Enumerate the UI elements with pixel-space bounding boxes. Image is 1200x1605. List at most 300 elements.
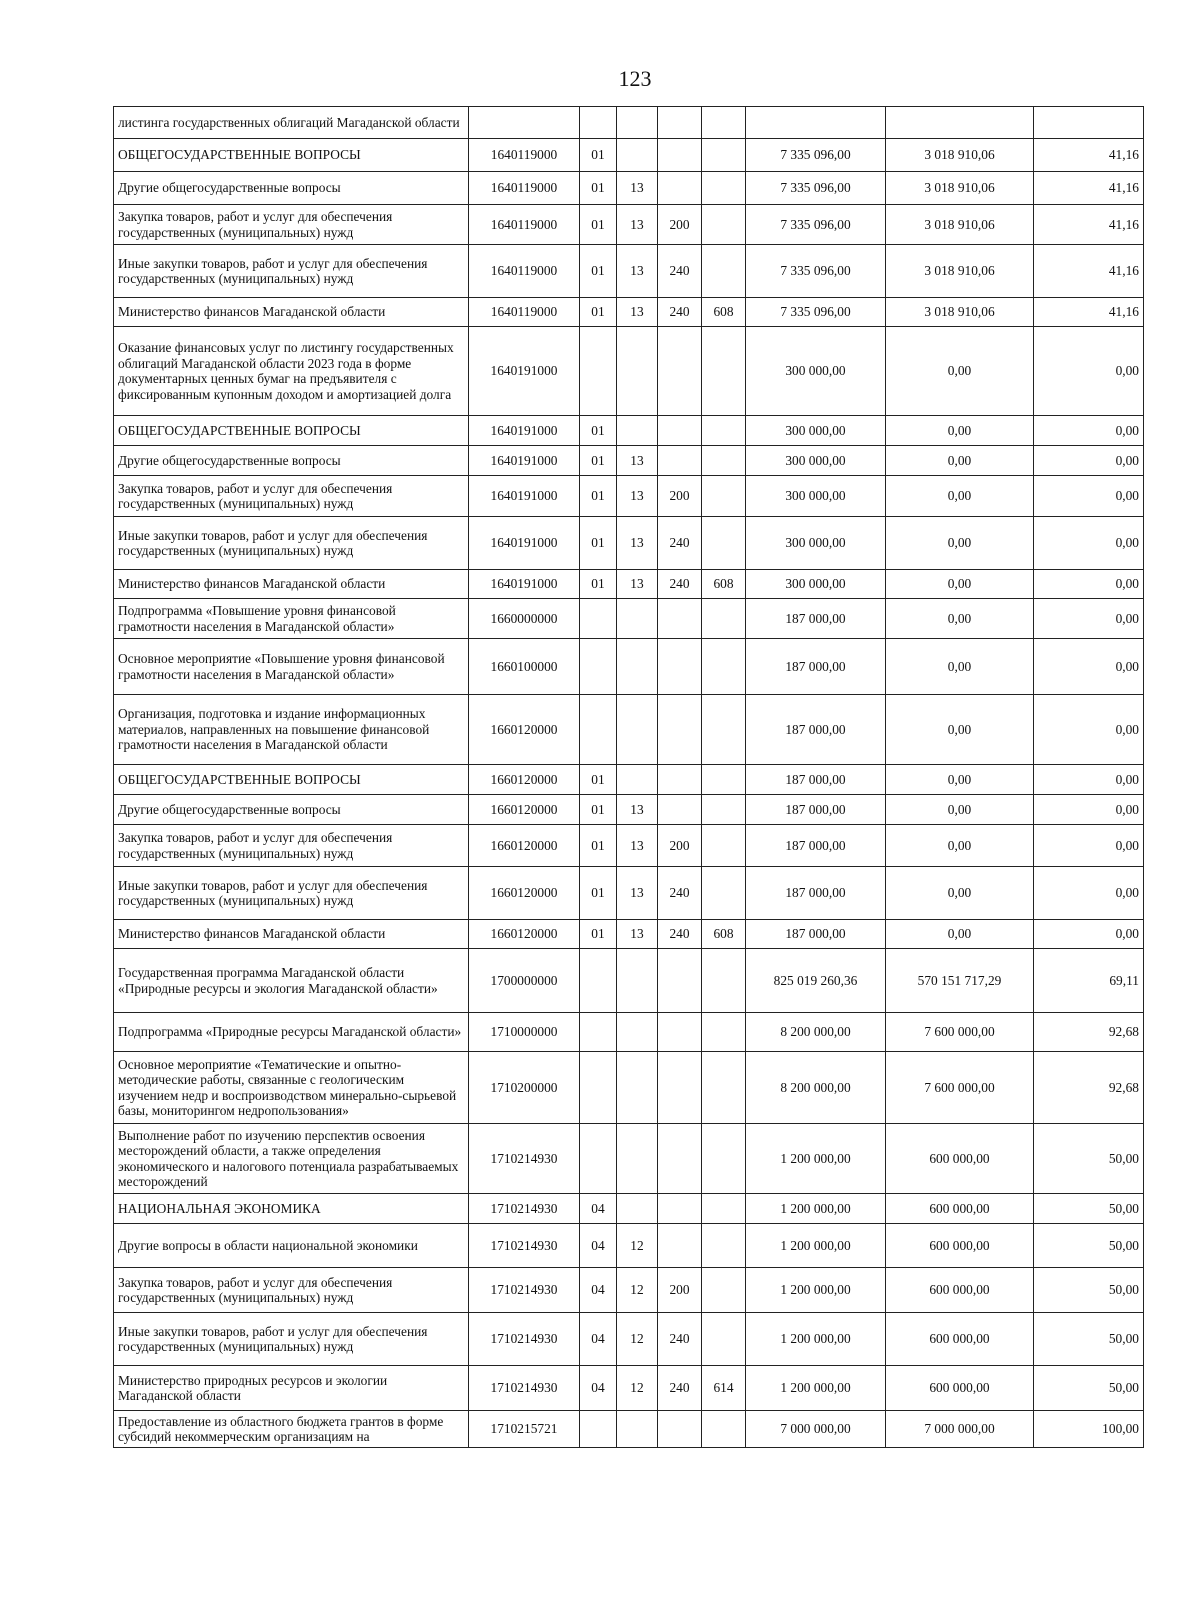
table-row (114, 867, 1144, 920)
row-subsection-cell (617, 139, 658, 172)
row-name-cell: Другие общегосударственные вопросы (114, 446, 469, 476)
row-code-cell: 1710000000 (469, 1013, 580, 1052)
table-row (114, 205, 1144, 245)
row-plan-amount-cell: 300 000,00 (746, 327, 886, 416)
row-name-cell: Закупка товаров, работ и услуг для обеспечения государственных (муниципальных) нужд (114, 205, 469, 245)
budget-table-body (114, 107, 1144, 1448)
row-expense-type-cell (658, 1124, 702, 1194)
row-code-cell: 1640119000 (469, 139, 580, 172)
row-percent-cell: 41,16 (1034, 172, 1144, 205)
table-row (114, 570, 1144, 599)
row-name-cell: Другие общегосударственные вопросы (114, 172, 469, 205)
row-plan-amount-cell: 7 335 096,00 (746, 172, 886, 205)
row-percent-cell: 0,00 (1034, 476, 1144, 517)
row-subsection-cell: 13 (617, 245, 658, 298)
row-plan-amount-cell: 187 000,00 (746, 599, 886, 639)
row-expense-type-cell: 240 (658, 517, 702, 570)
row-percent-cell: 50,00 (1034, 1224, 1144, 1268)
row-percent-cell: 69,11 (1034, 949, 1144, 1013)
row-plan-amount-cell: 7 335 096,00 (746, 245, 886, 298)
row-section-cell: 04 (580, 1268, 617, 1313)
row-code-cell: 1710214930 (469, 1224, 580, 1268)
row-name-cell: Подпрограмма «Природные ресурсы Магаданской области» (114, 1013, 469, 1052)
row-administrator-cell (702, 695, 746, 765)
row-code-cell: 1710214930 (469, 1194, 580, 1224)
row-percent-cell: 0,00 (1034, 867, 1144, 920)
row-administrator-cell (702, 1313, 746, 1366)
row-name-cell: Иные закупки товаров, работ и услуг для обеспечения государственных (муниципальных) нужд (114, 867, 469, 920)
row-plan-amount-cell: 300 000,00 (746, 570, 886, 599)
row-section-cell (580, 1124, 617, 1194)
row-section-cell: 01 (580, 172, 617, 205)
table-row (114, 107, 1144, 139)
row-actual-amount-cell: 600 000,00 (886, 1313, 1034, 1366)
row-name-cell: Закупка товаров, работ и услуг для обеспечения государственных (муниципальных) нужд (114, 1268, 469, 1313)
row-subsection-cell: 12 (617, 1313, 658, 1366)
row-subsection-cell: 12 (617, 1224, 658, 1268)
row-administrator-cell (702, 172, 746, 205)
row-code-cell: 1640191000 (469, 416, 580, 446)
row-percent-cell: 0,00 (1034, 570, 1144, 599)
row-code-cell: 1640191000 (469, 476, 580, 517)
row-section-cell: 01 (580, 825, 617, 867)
row-plan-amount-cell: 187 000,00 (746, 825, 886, 867)
row-name-cell: НАЦИОНАЛЬНАЯ ЭКОНОМИКА (114, 1194, 469, 1224)
row-expense-type-cell: 240 (658, 570, 702, 599)
row-percent-cell: 0,00 (1034, 795, 1144, 825)
row-percent-cell: 92,68 (1034, 1013, 1144, 1052)
row-expense-type-cell (658, 795, 702, 825)
row-code-cell: 1710214930 (469, 1313, 580, 1366)
row-section-cell (580, 1411, 617, 1448)
row-expense-type-cell (658, 107, 702, 139)
row-section-cell (580, 949, 617, 1013)
table-row (114, 298, 1144, 327)
row-percent-cell: 41,16 (1034, 298, 1144, 327)
row-section-cell: 04 (580, 1194, 617, 1224)
row-actual-amount-cell: 0,00 (886, 570, 1034, 599)
row-expense-type-cell (658, 949, 702, 1013)
row-percent-cell: 0,00 (1034, 920, 1144, 949)
table-row (114, 1411, 1144, 1448)
row-actual-amount-cell: 0,00 (886, 416, 1034, 446)
row-plan-amount-cell: 300 000,00 (746, 446, 886, 476)
row-subsection-cell: 12 (617, 1366, 658, 1411)
row-plan-amount-cell: 187 000,00 (746, 867, 886, 920)
row-section-cell: 01 (580, 205, 617, 245)
row-percent-cell: 0,00 (1034, 825, 1144, 867)
table-row (114, 765, 1144, 795)
row-administrator-cell (702, 1052, 746, 1124)
table-row (114, 517, 1144, 570)
row-actual-amount-cell: 0,00 (886, 639, 1034, 695)
row-plan-amount-cell: 187 000,00 (746, 695, 886, 765)
row-code-cell: 1640119000 (469, 205, 580, 245)
table-row (114, 1194, 1144, 1224)
row-name-cell: Предоставление из областного бюджета грантов в форме субсидий некоммерческим организациям на (114, 1411, 469, 1448)
row-code-cell: 1660120000 (469, 825, 580, 867)
row-administrator-cell: 608 (702, 570, 746, 599)
row-name-cell: ОБЩЕГОСУДАРСТВЕННЫЕ ВОПРОСЫ (114, 416, 469, 446)
row-subsection-cell: 13 (617, 517, 658, 570)
row-actual-amount-cell: 3 018 910,06 (886, 298, 1034, 327)
row-name-cell: Иные закупки товаров, работ и услуг для обеспечения государственных (муниципальных) нужд (114, 1313, 469, 1366)
table-row (114, 1013, 1144, 1052)
row-administrator-cell (702, 1194, 746, 1224)
row-section-cell: 01 (580, 867, 617, 920)
row-administrator-cell (702, 867, 746, 920)
table-row (114, 639, 1144, 695)
row-administrator-cell: 614 (702, 1366, 746, 1411)
row-plan-amount-cell: 8 200 000,00 (746, 1052, 886, 1124)
row-code-cell: 1710200000 (469, 1052, 580, 1124)
row-actual-amount-cell: 3 018 910,06 (886, 205, 1034, 245)
row-percent-cell: 92,68 (1034, 1052, 1144, 1124)
row-subsection-cell (617, 327, 658, 416)
row-administrator-cell (702, 517, 746, 570)
table-row (114, 416, 1144, 446)
row-section-cell: 01 (580, 139, 617, 172)
row-administrator-cell (702, 139, 746, 172)
row-percent-cell: 0,00 (1034, 446, 1144, 476)
row-administrator-cell (702, 1013, 746, 1052)
row-name-cell: Закупка товаров, работ и услуг для обеспечения государственных (муниципальных) нужд (114, 476, 469, 517)
table-row (114, 1052, 1144, 1124)
row-expense-type-cell (658, 1224, 702, 1268)
row-code-cell: 1710214930 (469, 1366, 580, 1411)
table-row (114, 1224, 1144, 1268)
row-section-cell: 01 (580, 517, 617, 570)
table-row (114, 825, 1144, 867)
row-plan-amount-cell: 7 335 096,00 (746, 298, 886, 327)
row-percent-cell: 100,00 (1034, 1411, 1144, 1448)
row-name-cell: Другие общегосударственные вопросы (114, 795, 469, 825)
row-actual-amount-cell: 0,00 (886, 599, 1034, 639)
row-subsection-cell (617, 639, 658, 695)
row-section-cell (580, 695, 617, 765)
row-actual-amount-cell: 0,00 (886, 695, 1034, 765)
row-code-cell: 1710214930 (469, 1268, 580, 1313)
row-percent-cell: 50,00 (1034, 1268, 1144, 1313)
row-code-cell: 1710214930 (469, 1124, 580, 1194)
row-section-cell (580, 639, 617, 695)
table-row (114, 1124, 1144, 1194)
row-percent-cell: 41,16 (1034, 139, 1144, 172)
row-name-cell: Основное мероприятие «Повышение уровня финансовой грамотности населения в Магаданской области» (114, 639, 469, 695)
row-administrator-cell (702, 476, 746, 517)
row-percent-cell: 50,00 (1034, 1124, 1144, 1194)
row-percent-cell: 50,00 (1034, 1366, 1144, 1411)
row-actual-amount-cell: 7 000 000,00 (886, 1411, 1034, 1448)
table-row (114, 1366, 1144, 1411)
row-expense-type-cell (658, 446, 702, 476)
row-code-cell: 1660120000 (469, 920, 580, 949)
row-administrator-cell (702, 639, 746, 695)
row-actual-amount-cell: 570 151 717,29 (886, 949, 1034, 1013)
row-administrator-cell (702, 825, 746, 867)
row-expense-type-cell (658, 327, 702, 416)
row-name-cell: ОБЩЕГОСУДАРСТВЕННЫЕ ВОПРОСЫ (114, 765, 469, 795)
row-expense-type-cell (658, 1411, 702, 1448)
row-subsection-cell (617, 695, 658, 765)
row-actual-amount-cell: 3 018 910,06 (886, 139, 1034, 172)
row-code-cell: 1640119000 (469, 245, 580, 298)
row-actual-amount-cell: 7 600 000,00 (886, 1052, 1034, 1124)
row-actual-amount-cell: 600 000,00 (886, 1194, 1034, 1224)
row-code-cell: 1660100000 (469, 639, 580, 695)
row-expense-type-cell (658, 139, 702, 172)
row-expense-type-cell (658, 639, 702, 695)
row-actual-amount-cell (886, 107, 1034, 139)
row-actual-amount-cell: 3 018 910,06 (886, 172, 1034, 205)
row-subsection-cell (617, 599, 658, 639)
row-actual-amount-cell: 7 600 000,00 (886, 1013, 1034, 1052)
row-administrator-cell (702, 327, 746, 416)
row-plan-amount-cell: 1 200 000,00 (746, 1268, 886, 1313)
row-plan-amount-cell: 187 000,00 (746, 765, 886, 795)
row-actual-amount-cell: 600 000,00 (886, 1224, 1034, 1268)
row-administrator-cell (702, 107, 746, 139)
row-section-cell (580, 1013, 617, 1052)
row-administrator-cell (702, 1411, 746, 1448)
row-actual-amount-cell: 600 000,00 (886, 1124, 1034, 1194)
row-percent-cell: 0,00 (1034, 639, 1144, 695)
row-name-cell: Министерство природных ресурсов и экологии Магаданской области (114, 1366, 469, 1411)
row-section-cell: 01 (580, 446, 617, 476)
row-section-cell (580, 107, 617, 139)
row-name-cell: Выполнение работ по изучению перспектив освоения месторождений области, а также определения экономического и налогового потенциала разрабатываемых месторождений (114, 1124, 469, 1194)
row-code-cell: 1640191000 (469, 446, 580, 476)
row-code-cell: 1660120000 (469, 795, 580, 825)
row-expense-type-cell: 240 (658, 1366, 702, 1411)
row-name-cell: Иные закупки товаров, работ и услуг для обеспечения государственных (муниципальных) нужд (114, 245, 469, 298)
row-plan-amount-cell: 187 000,00 (746, 795, 886, 825)
row-percent-cell: 50,00 (1034, 1313, 1144, 1366)
row-code-cell: 1660120000 (469, 695, 580, 765)
row-percent-cell: 0,00 (1034, 695, 1144, 765)
row-plan-amount-cell: 300 000,00 (746, 416, 886, 446)
row-subsection-cell: 13 (617, 205, 658, 245)
row-plan-amount-cell: 1 200 000,00 (746, 1313, 886, 1366)
row-section-cell: 04 (580, 1224, 617, 1268)
row-administrator-cell (702, 416, 746, 446)
row-administrator-cell: 608 (702, 298, 746, 327)
row-expense-type-cell (658, 416, 702, 446)
row-subsection-cell: 13 (617, 172, 658, 205)
row-name-cell: Другие вопросы в области национальной экономики (114, 1224, 469, 1268)
row-expense-type-cell (658, 765, 702, 795)
row-subsection-cell (617, 416, 658, 446)
table-row (114, 446, 1144, 476)
row-expense-type-cell: 200 (658, 1268, 702, 1313)
row-name-cell: Организация, подготовка и издание информационных материалов, направленных на повышение финансовой грамотности населения в Магаданской области (114, 695, 469, 765)
row-expense-type-cell: 240 (658, 298, 702, 327)
row-administrator-cell: 608 (702, 920, 746, 949)
row-section-cell: 01 (580, 570, 617, 599)
row-plan-amount-cell: 1 200 000,00 (746, 1224, 886, 1268)
row-code-cell (469, 107, 580, 139)
table-row (114, 949, 1144, 1013)
row-section-cell: 01 (580, 795, 617, 825)
budget-table (113, 106, 1144, 1448)
row-subsection-cell (617, 1013, 658, 1052)
table-row (114, 476, 1144, 517)
row-actual-amount-cell: 0,00 (886, 795, 1034, 825)
table-row (114, 599, 1144, 639)
row-code-cell: 1660000000 (469, 599, 580, 639)
row-expense-type-cell: 240 (658, 920, 702, 949)
row-plan-amount-cell: 300 000,00 (746, 476, 886, 517)
row-code-cell: 1640191000 (469, 517, 580, 570)
table-row (114, 139, 1144, 172)
row-subsection-cell (617, 107, 658, 139)
row-section-cell (580, 599, 617, 639)
row-actual-amount-cell: 0,00 (886, 327, 1034, 416)
row-subsection-cell: 13 (617, 570, 658, 599)
row-expense-type-cell: 240 (658, 1313, 702, 1366)
row-code-cell: 1660120000 (469, 765, 580, 795)
row-actual-amount-cell: 0,00 (886, 765, 1034, 795)
table-row (114, 795, 1144, 825)
row-subsection-cell (617, 765, 658, 795)
row-name-cell: листинга государственных облигаций Магаданской области (114, 107, 469, 139)
row-administrator-cell (702, 446, 746, 476)
row-plan-amount-cell: 187 000,00 (746, 639, 886, 695)
row-subsection-cell: 13 (617, 825, 658, 867)
row-subsection-cell (617, 1411, 658, 1448)
row-actual-amount-cell: 0,00 (886, 825, 1034, 867)
row-section-cell: 01 (580, 476, 617, 517)
row-section-cell (580, 1052, 617, 1124)
row-administrator-cell (702, 1124, 746, 1194)
row-name-cell: ОБЩЕГОСУДАРСТВЕННЫЕ ВОПРОСЫ (114, 139, 469, 172)
row-subsection-cell: 13 (617, 867, 658, 920)
row-section-cell: 04 (580, 1366, 617, 1411)
row-section-cell: 01 (580, 416, 617, 446)
row-actual-amount-cell: 0,00 (886, 446, 1034, 476)
row-section-cell: 01 (580, 245, 617, 298)
row-actual-amount-cell: 0,00 (886, 476, 1034, 517)
row-subsection-cell (617, 1052, 658, 1124)
row-percent-cell: 0,00 (1034, 765, 1144, 795)
row-expense-type-cell: 240 (658, 867, 702, 920)
row-percent-cell: 41,16 (1034, 245, 1144, 298)
row-percent-cell: 41,16 (1034, 205, 1144, 245)
row-percent-cell: 0,00 (1034, 327, 1144, 416)
row-code-cell: 1660120000 (469, 867, 580, 920)
row-expense-type-cell (658, 1013, 702, 1052)
row-administrator-cell (702, 765, 746, 795)
row-subsection-cell: 13 (617, 446, 658, 476)
row-administrator-cell (702, 795, 746, 825)
row-code-cell: 1710215721 (469, 1411, 580, 1448)
table-row (114, 327, 1144, 416)
row-code-cell: 1700000000 (469, 949, 580, 1013)
row-expense-type-cell: 200 (658, 205, 702, 245)
row-section-cell: 01 (580, 765, 617, 795)
table-row (114, 695, 1144, 765)
row-name-cell: Иные закупки товаров, работ и услуг для обеспечения государственных (муниципальных) нужд (114, 517, 469, 570)
row-name-cell: Подпрограмма «Повышение уровня финансовой грамотности населения в Магаданской области» (114, 599, 469, 639)
table-row (114, 245, 1144, 298)
row-percent-cell: 0,00 (1034, 416, 1144, 446)
row-expense-type-cell: 200 (658, 476, 702, 517)
row-plan-amount-cell: 187 000,00 (746, 920, 886, 949)
row-section-cell: 04 (580, 1313, 617, 1366)
row-name-cell: Министерство финансов Магаданской области (114, 298, 469, 327)
row-subsection-cell: 13 (617, 476, 658, 517)
row-plan-amount-cell (746, 107, 886, 139)
row-code-cell: 1640119000 (469, 298, 580, 327)
row-administrator-cell (702, 949, 746, 1013)
row-code-cell: 1640119000 (469, 172, 580, 205)
row-plan-amount-cell: 1 200 000,00 (746, 1366, 886, 1411)
row-code-cell: 1640191000 (469, 570, 580, 599)
row-actual-amount-cell: 0,00 (886, 920, 1034, 949)
row-plan-amount-cell: 300 000,00 (746, 517, 886, 570)
row-percent-cell: 0,00 (1034, 599, 1144, 639)
row-actual-amount-cell: 0,00 (886, 867, 1034, 920)
page-number: 123 (618, 66, 652, 91)
row-name-cell: Оказание финансовых услуг по листингу государственных облигаций Магаданской области 2023 года в форме документарных ценных бумаг на предъявителя с фиксированным купонным доходом и амортизацией долга (114, 327, 469, 416)
row-code-cell: 1640191000 (469, 327, 580, 416)
row-actual-amount-cell: 3 018 910,06 (886, 245, 1034, 298)
row-administrator-cell (702, 245, 746, 298)
row-plan-amount-cell: 7 000 000,00 (746, 1411, 886, 1448)
row-plan-amount-cell: 1 200 000,00 (746, 1124, 886, 1194)
row-section-cell (580, 327, 617, 416)
row-name-cell: Министерство финансов Магаданской области (114, 920, 469, 949)
row-administrator-cell (702, 1268, 746, 1313)
row-actual-amount-cell: 600 000,00 (886, 1268, 1034, 1313)
row-subsection-cell (617, 1124, 658, 1194)
row-administrator-cell (702, 599, 746, 639)
row-section-cell: 01 (580, 298, 617, 327)
row-name-cell: Основное мероприятие «Тематические и опытно-методические работы, связанные с геологическим изучением недр и воспроизводством минерально-сырьевой базы, мониторингом недропользования» (114, 1052, 469, 1124)
row-actual-amount-cell: 0,00 (886, 517, 1034, 570)
row-expense-type-cell: 200 (658, 825, 702, 867)
row-subsection-cell: 13 (617, 298, 658, 327)
row-section-cell: 01 (580, 920, 617, 949)
table-row (114, 1268, 1144, 1313)
row-expense-type-cell (658, 172, 702, 205)
row-expense-type-cell: 240 (658, 245, 702, 298)
row-administrator-cell (702, 205, 746, 245)
row-expense-type-cell (658, 695, 702, 765)
row-subsection-cell: 13 (617, 920, 658, 949)
row-actual-amount-cell: 600 000,00 (886, 1366, 1034, 1411)
row-plan-amount-cell: 7 335 096,00 (746, 139, 886, 172)
table-row (114, 1313, 1144, 1366)
table-row (114, 172, 1144, 205)
row-subsection-cell (617, 1194, 658, 1224)
row-percent-cell (1034, 107, 1144, 139)
row-expense-type-cell (658, 1052, 702, 1124)
row-name-cell: Закупка товаров, работ и услуг для обеспечения государственных (муниципальных) нужд (114, 825, 469, 867)
row-plan-amount-cell: 7 335 096,00 (746, 205, 886, 245)
row-name-cell: Государственная программа Магаданской области «Природные ресурсы и экология Магаданской области» (114, 949, 469, 1013)
table-row (114, 920, 1144, 949)
row-percent-cell: 50,00 (1034, 1194, 1144, 1224)
row-expense-type-cell (658, 599, 702, 639)
row-expense-type-cell (658, 1194, 702, 1224)
row-plan-amount-cell: 1 200 000,00 (746, 1194, 886, 1224)
row-subsection-cell: 13 (617, 795, 658, 825)
row-name-cell: Министерство финансов Магаданской области (114, 570, 469, 599)
row-subsection-cell (617, 949, 658, 1013)
row-administrator-cell (702, 1224, 746, 1268)
row-plan-amount-cell: 825 019 260,36 (746, 949, 886, 1013)
